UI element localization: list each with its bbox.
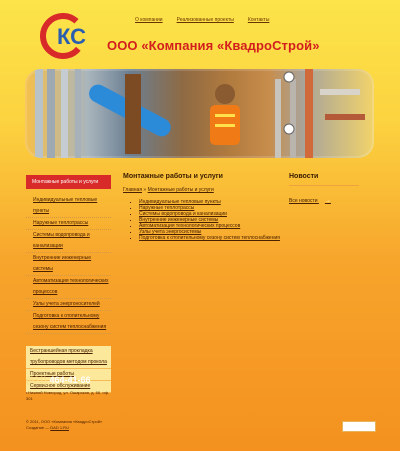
all-news-link[interactable]	[289, 198, 374, 204]
list-item[interactable]: ▪ Индивидуальные тепловые пункты	[139, 199, 283, 205]
phone-number	[26, 375, 91, 385]
submenu-item[interactable]: Индивидуальные тепловые пункты	[26, 195, 111, 218]
company-logo[interactable]	[40, 13, 86, 59]
breadcrumb-current[interactable]: Монтажные работы и услуги	[147, 187, 214, 193]
news-title: Новости	[289, 173, 319, 180]
company-title: ООО «Компания «КвадроСтрой»	[107, 38, 320, 53]
all-news-label: Все новости	[289, 198, 318, 204]
created-label: Создание —	[26, 425, 50, 430]
arrow-right-icon: →	[324, 198, 331, 204]
logo-letters: КС	[57, 24, 86, 49]
breadcrumb-separator: »	[143, 187, 147, 193]
left-column	[26, 175, 111, 393]
copyright: © 2011, ООО «Компания «КвадроСтрой»	[26, 419, 103, 424]
list-item[interactable]: ▪ Узлы учета энергосистемы	[139, 229, 283, 235]
phone-digits: 464-41-66	[49, 375, 91, 385]
news-divider	[289, 185, 359, 186]
submenu-item[interactable]: Наружные теплотрассы	[26, 218, 111, 230]
breadcrumb	[123, 187, 283, 193]
active-menu-item[interactable]: Монтажные работы и услуги	[26, 175, 111, 189]
side-menu-item[interactable]: Бестраншейная прокладка трубопроводов методом прокола	[26, 346, 111, 369]
page-title: Монтажные работы и услуги	[123, 173, 223, 180]
submenu-item[interactable]: Узлы учета энергоносителей	[26, 299, 111, 311]
developer-link[interactable]: DAD 1.RU	[50, 425, 69, 430]
breadcrumb-home[interactable]: Главная	[123, 187, 143, 193]
main-content	[123, 173, 283, 241]
services-list	[123, 199, 283, 241]
side-menu-item[interactable]: Сервисное обслуживание	[26, 381, 111, 393]
list-item[interactable]: ▪ Внутренние инженерные системы	[139, 217, 283, 223]
submenu-item[interactable]: Внутренние инженерные системы	[26, 253, 111, 276]
list-item[interactable]: ▪ Системы водопровода и канализации	[139, 211, 283, 217]
footer	[26, 419, 102, 431]
submenu-item[interactable]: Системы водопровода и канализации	[26, 230, 111, 253]
nav-projects[interactable]: Реализованные проекты	[176, 17, 234, 23]
news-block	[289, 173, 374, 204]
submenu-item[interactable]: Автоматизация технологических процессов	[26, 276, 111, 299]
submenu-item[interactable]: Подготовка к отопительному сезону систем теплоснабжения	[26, 311, 111, 334]
top-navigation	[135, 17, 269, 23]
list-item[interactable]: ▪ Подготовка к отопительному сезону систем теплоснабжения	[139, 235, 283, 241]
hero-banner	[25, 69, 374, 158]
banner-illustration	[25, 69, 374, 158]
side-menu-item[interactable]: Проектные работы	[26, 369, 111, 381]
services-submenu	[26, 195, 111, 334]
side-menu	[26, 346, 111, 393]
address: г.Нижний Новгород, ул. Ошарская, д. 66, оф. 301	[26, 390, 109, 401]
counter-badge[interactable]	[342, 421, 376, 432]
list-item[interactable]: ▪ Наружные теплотрассы	[139, 205, 283, 211]
nav-about[interactable]: О компании	[135, 17, 163, 23]
list-item[interactable]: ▪ Автоматизация технологических процессов	[139, 223, 283, 229]
nav-contacts[interactable]: Контакты	[247, 17, 270, 23]
phone-code: (831)	[26, 375, 48, 385]
